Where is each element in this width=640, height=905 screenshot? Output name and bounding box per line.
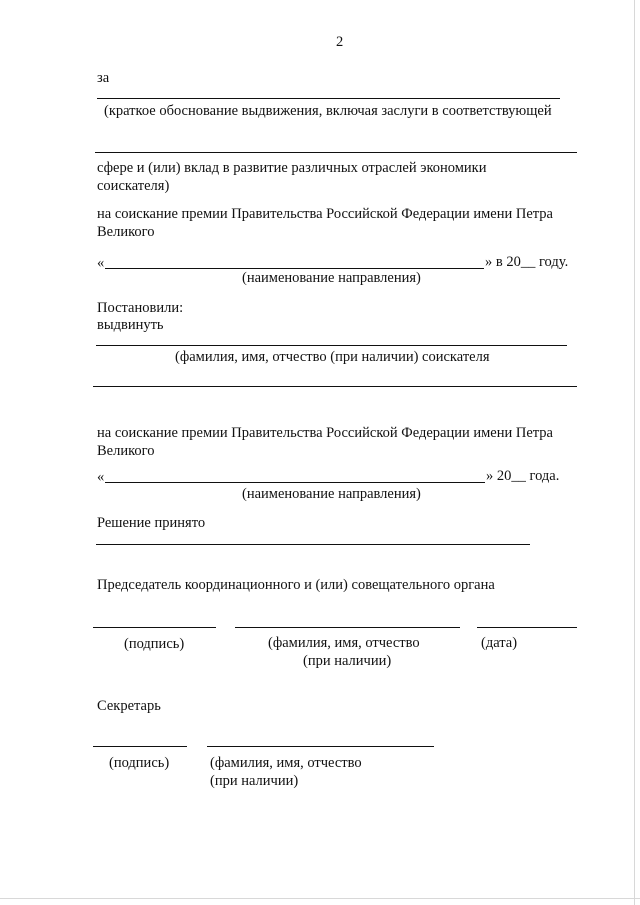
direction-open-quote: « <box>97 255 105 271</box>
justification-caption: (краткое обоснование выдвижения, включая заслуги в соответствующей <box>104 103 552 119</box>
secretary-label: Секретарь <box>97 698 161 714</box>
page-edge-right <box>634 0 635 905</box>
resolved-label: Постановили: <box>97 300 184 316</box>
chair-date-caption: (дата) <box>481 635 518 651</box>
nominee-line <box>96 345 567 346</box>
prize2-text-line-2: Великого <box>97 443 155 459</box>
direction-caption: (наименование направления) <box>242 270 421 286</box>
nominate-label: выдвинуть <box>97 317 164 333</box>
chair-name-caption-2: (при наличии) <box>303 653 392 669</box>
nominee-caption: (фамилия, имя, отчество (при наличии) соискателя <box>175 349 490 365</box>
sec-name-caption-2: (при наличии) <box>210 773 299 789</box>
sphere-text-line-1: сфере и (или) вклад в развитие различных отраслей экономики <box>97 160 487 176</box>
justification-line-1 <box>97 98 560 99</box>
decision-line <box>96 544 530 545</box>
sec-name-caption-1: (фамилия, имя, отчество <box>210 755 362 771</box>
chair-signature-line <box>93 627 216 628</box>
direction2-line <box>105 482 485 483</box>
decision-label: Решение принято <box>97 515 206 531</box>
direction2-caption: (наименование направления) <box>242 486 421 502</box>
sphere-text-line-2: соискателя) <box>97 178 170 194</box>
page-edge-bottom <box>0 898 640 899</box>
direction2-open-quote: « <box>97 469 105 485</box>
justification-line-2 <box>95 152 577 153</box>
chair-date-line <box>477 627 577 628</box>
chair-name-line <box>235 627 460 628</box>
sec-signature-line <box>93 746 187 747</box>
sec-name-line <box>207 746 434 747</box>
chair-name-caption-1: (фамилия, имя, отчество <box>268 635 420 651</box>
chairman-label: Председатель координационного и (или) совещательного органа <box>97 577 495 593</box>
prize-text-line-1: на соискание премии Правительства Российской Федерации имени Петра <box>97 206 553 222</box>
direction2-year-text: » 20__ года. <box>486 468 560 484</box>
direction-year-text: » в 20__ году. <box>485 254 569 270</box>
chair-signature-caption: (подпись) <box>124 636 185 652</box>
sec-signature-caption: (подпись) <box>109 755 170 771</box>
page-number: 2 <box>336 34 344 50</box>
prize-text-line-2: Великого <box>97 224 155 240</box>
prize2-text-line-1: на соискание премии Правительства Российской Федерации имени Петра <box>97 425 553 441</box>
nominee-line-2 <box>93 386 577 387</box>
direction-line <box>105 268 484 269</box>
za-label: за <box>97 70 110 86</box>
